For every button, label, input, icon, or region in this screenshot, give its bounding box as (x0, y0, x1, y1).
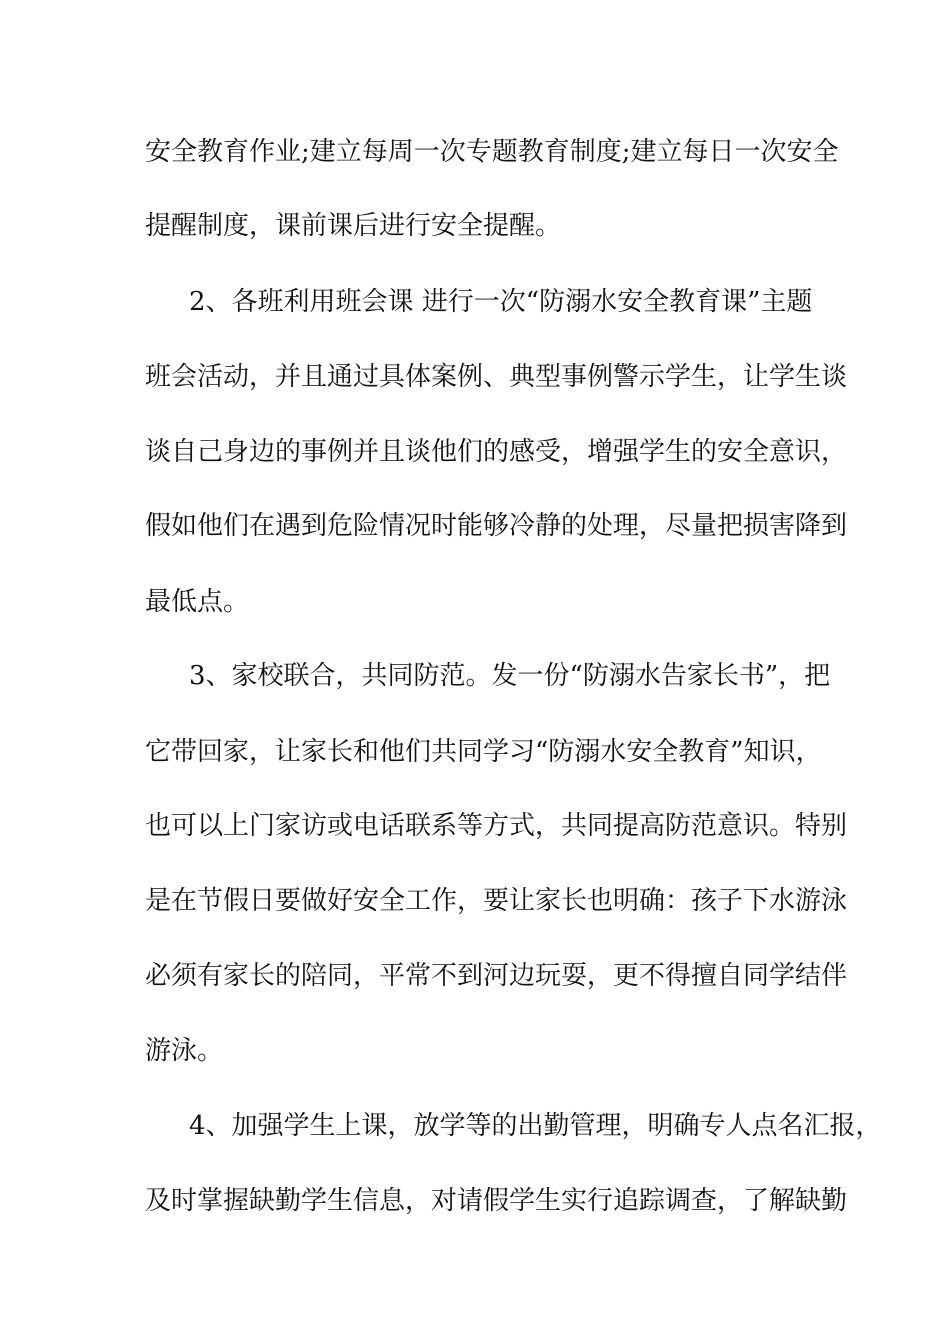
text-line: 也可以上门家访或电话联系等方式，共同提高防范意识。特别 (145, 811, 848, 841)
text-line: 最低点。 (145, 587, 250, 617)
paragraph-start-line: 3、家校联合，共同防范。发一份“防溺水告家长书”，把 (189, 661, 831, 691)
paragraph-start-line: 2、各班利用班会课 进行一次“防溺水安全教育课”主题 (189, 287, 813, 317)
paragraph-start-line: 4、加强学生上课，放学等的出勤管理，明确专人点名汇报， (189, 1111, 882, 1141)
text-line: 游泳。 (145, 1036, 224, 1066)
text-line: 提醒制度，课前课后进行安全提醒。 (145, 211, 562, 241)
text-line: 安全教育作业;建立每周一次专题教育制度;建立每日一次安全 (145, 137, 839, 167)
text-line: 是在节假日要做好安全工作，要让家长也明确：孩子下水游泳 (145, 886, 848, 916)
text-line: 假如他们在遇到危险情况时能够冷静的处理，尽量把损害降到 (145, 511, 848, 541)
text-line: 班会活动，并且通过具体案例、典型事例警示学生，让学生谈 (145, 362, 848, 392)
text-line: 它带回家，让家长和他们共同学习“防溺水安全教育”知识， (145, 737, 822, 767)
text-line: 谈自己身边的事例并且谈他们的感受，增强学生的安全意识， (145, 437, 848, 467)
text-line: 必须有家长的陪同，平常不到河边玩耍，更不得擅自同学结伴 (145, 961, 848, 991)
text-line: 及时掌握缺勤学生信息，对请假学生实行追踪调查，了解缺勤 (145, 1186, 848, 1216)
